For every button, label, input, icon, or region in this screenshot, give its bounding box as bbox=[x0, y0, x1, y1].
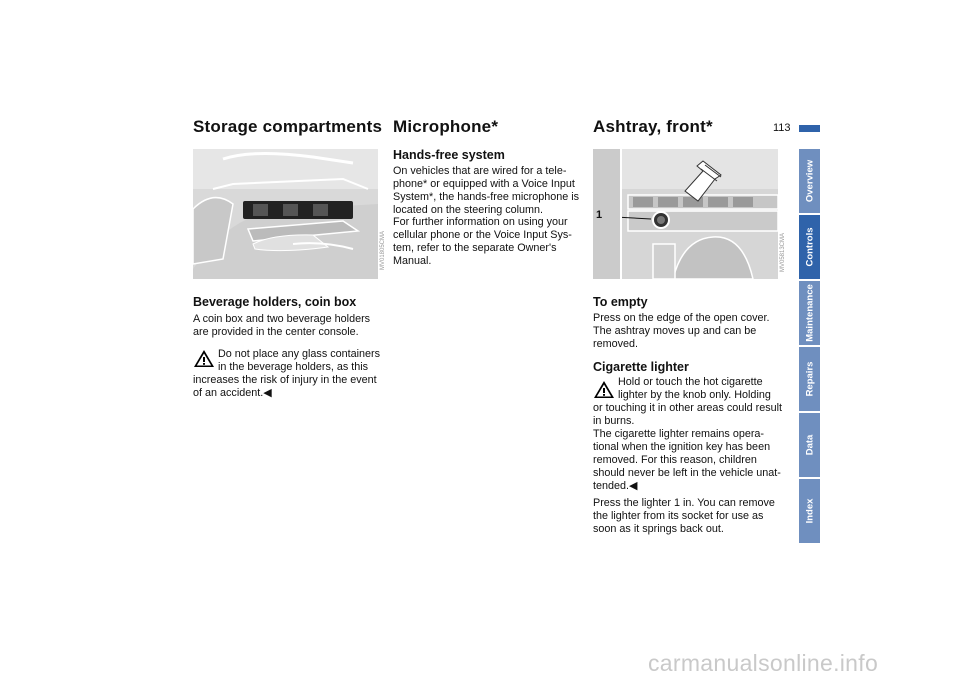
tab-index[interactable] bbox=[799, 479, 820, 543]
text-line: The ashtray moves up and can be bbox=[593, 325, 757, 337]
text-line: in the beverage holders, as this bbox=[218, 361, 369, 373]
beverage-intro bbox=[193, 313, 388, 339]
to-empty-subheading: To empty bbox=[593, 295, 648, 309]
tab-controls[interactable] bbox=[799, 215, 820, 279]
beverage-holders-subheading: Beverage holders, coin box bbox=[193, 295, 357, 309]
tab-label: Index bbox=[804, 498, 815, 524]
image-code-1: MV01805CMA bbox=[380, 230, 386, 270]
text-line: tional when the ignition key has been bbox=[593, 441, 771, 453]
text-line: System*, the hands-free microphone is bbox=[393, 191, 580, 203]
text-line: lighter by the knob only. Holding bbox=[618, 389, 771, 401]
tab-overview[interactable] bbox=[799, 149, 820, 213]
callout-1: 1 bbox=[596, 209, 603, 221]
tab-label: Overview bbox=[804, 159, 815, 203]
text-line: removed. bbox=[593, 338, 639, 350]
to-empty-para bbox=[593, 312, 793, 351]
text-line: are provided in the center console. bbox=[193, 326, 359, 338]
cigarette-lighter-subheading: Cigarette lighter bbox=[593, 360, 689, 374]
text-line: Do not place any glass containers bbox=[218, 348, 381, 360]
text-line: of an accident.◀ bbox=[193, 387, 272, 399]
text-line: in burns. bbox=[593, 415, 635, 427]
hands-free-subheading: Hands-free system bbox=[393, 148, 505, 162]
page-number: 113 bbox=[773, 122, 791, 134]
beverage-holder-illustration bbox=[193, 149, 378, 279]
text-line: Hold or touch the hot cigarette bbox=[618, 376, 763, 388]
beverage-warning bbox=[193, 348, 393, 400]
text-line: tem, refer to the separate Owner's bbox=[393, 242, 557, 254]
page-marker-bar bbox=[799, 125, 820, 132]
storage-heading: Storage compartments bbox=[193, 117, 383, 136]
lighter-warning bbox=[593, 376, 793, 493]
text-line: Press the lighter 1 in. You can remove bbox=[593, 497, 775, 509]
text-line: located on the steering column. bbox=[393, 204, 544, 216]
microphone-heading: Microphone* bbox=[393, 117, 499, 136]
text-line: Press on the edge of the open cover. bbox=[593, 312, 770, 324]
tab-label: Controls bbox=[804, 227, 815, 267]
text-line: Manual. bbox=[393, 255, 432, 267]
text-line: the lighter from its socket for use as bbox=[593, 510, 764, 522]
hands-free-para1 bbox=[393, 165, 593, 217]
watermark: carmanualsonline.info bbox=[648, 650, 879, 676]
text-line: tended.◀ bbox=[593, 480, 638, 492]
text-line: The cigarette lighter remains opera- bbox=[593, 428, 765, 440]
tab-label: Repairs bbox=[804, 361, 815, 397]
text-line: On vehicles that are wired for a tele- bbox=[393, 165, 567, 177]
ashtray-illustration bbox=[593, 149, 778, 279]
tab-data[interactable] bbox=[799, 413, 820, 477]
image-code-2: MV05813CMA bbox=[780, 232, 786, 272]
text-line: soon as it springs back out. bbox=[593, 523, 724, 535]
text-line: or touching it in other areas could result bbox=[593, 402, 783, 414]
lighter-para bbox=[593, 497, 793, 536]
tab-label: Maintenance bbox=[804, 284, 815, 342]
tab-maintenance[interactable] bbox=[799, 281, 820, 345]
tab-repairs[interactable] bbox=[799, 347, 820, 411]
tab-label: Data bbox=[804, 434, 815, 456]
text-line: For further information on using your bbox=[393, 216, 568, 228]
text-line: cellular phone or the Voice Input Sys- bbox=[393, 229, 572, 241]
text-line: removed. For this reason, children bbox=[593, 454, 757, 466]
text-line: increases the risk of injury in the event bbox=[193, 374, 377, 386]
text-line: should never be left in the vehicle unat- bbox=[593, 467, 781, 479]
hands-free-para2 bbox=[393, 216, 593, 268]
text-line: A coin box and two beverage holders bbox=[193, 313, 371, 325]
text-line: phone* or equipped with a Voice Input bbox=[393, 178, 575, 190]
ashtray-heading: Ashtray, front* bbox=[593, 117, 713, 136]
